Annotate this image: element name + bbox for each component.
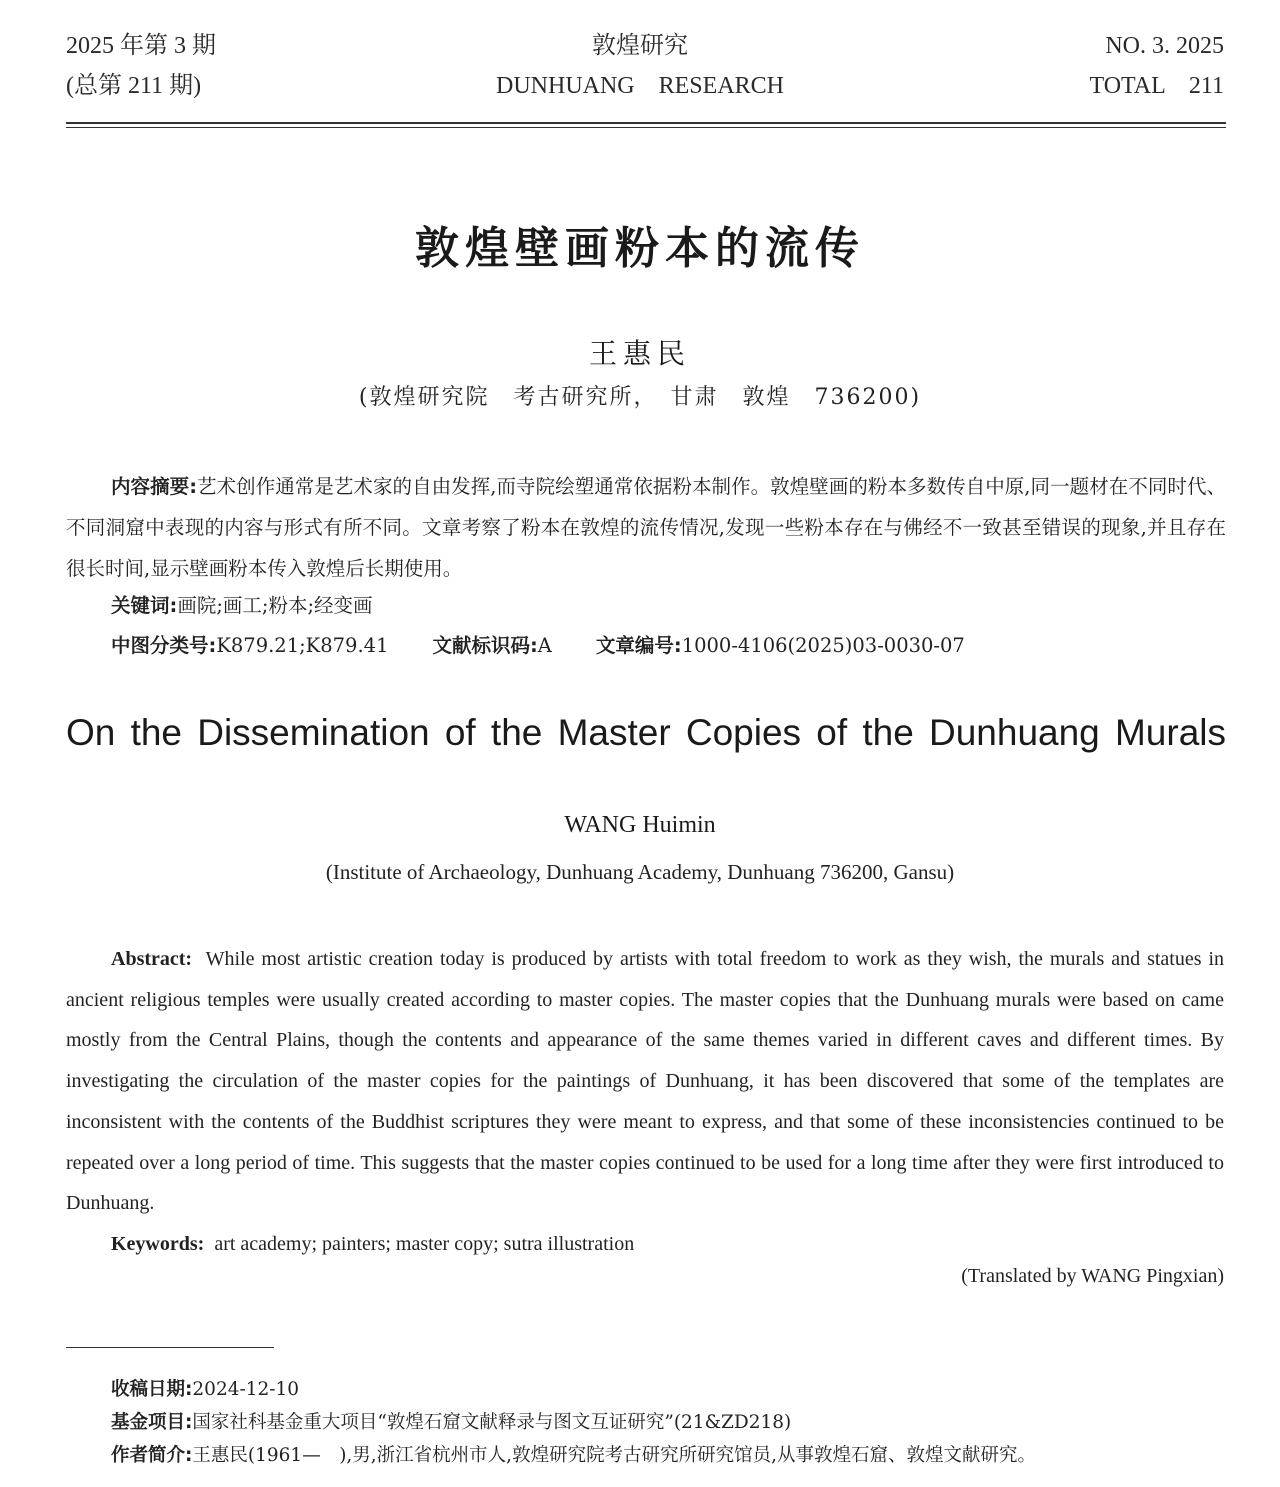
issue-total-english: TOTAL 211 [1089,73,1224,99]
clc-label: 中图分类号: [111,634,217,657]
doc-code-label: 文献标识码: [432,634,538,657]
header-rule-thin [66,127,1226,128]
affiliation-chinese [0,380,1280,411]
issue-total: (总第 211 期) [66,73,202,99]
issue-number: 2025 年第 3 期 [66,33,216,59]
article-number-label: 文章编号: [595,634,682,657]
keywords-label-english: Keywords: [111,1233,205,1255]
clc-value: K879.21;K879.41 [216,634,389,657]
keywords-english [111,1224,1269,1264]
header-rule-thick [66,122,1226,124]
classification-line [111,626,1271,666]
fund-value: 国家社科基金重大项目“敦煌石窟文献释录与图文互证研究”(21&ZD218) [192,1412,792,1433]
footnote-author-bio [111,1438,1036,1474]
bio-value: 王惠民(1961— ),男,浙江省杭州市人,敦煌研究院考古研究所研究馆员,从事敦煌石窟、敦煌文献研究。 [192,1445,1036,1466]
affiliation-english: (Institute of Archaeology, Dunhuang Academy, Dunhuang 736200, Gansu) [325,860,955,884]
keywords-text-chinese: 画院;画工;粉本;经变画 [177,594,373,617]
fund-label: 基金项目: [111,1412,193,1433]
received-label: 收稿日期: [111,1379,193,1400]
footnote-received-date [111,1372,299,1408]
bio-label: 作者简介: [111,1445,193,1466]
article-number-value: 1000-4106(2025)03-0030-07 [681,634,965,657]
article-title-chinese: 敦煌壁画粉本的流传 [415,223,865,274]
footnote-rule [66,1347,274,1348]
author-name-chinese: 王惠民 [588,337,691,370]
keywords-label-chinese: 关键词: [111,594,178,617]
journal-name-english: DUNHUANG RESEARCH [495,73,784,99]
journal-name [0,26,1280,106]
issue-info-english [1089,26,1224,106]
article-title-english: On the Dissemination of the Master Copies of the Dunhuang Murals [66,712,1226,753]
footnote-fund [111,1405,791,1441]
issue-number-english: NO. 3. 2025 [1105,33,1224,59]
affiliation-chinese-text: (敦煌研究院 考古研究所， 甘肃 敦煌 736200) [358,385,922,410]
abstract-label-english: Abstract: [111,948,193,970]
author-name-english: WANG Huimin [564,812,716,838]
doc-code-value: A [537,634,552,657]
abstract-text-chinese: 艺术创作通常是艺术家的自由发挥,而寺院绘塑通常依据粉本制作。敦煌壁画的粉本多数传自中原,同一题材在不同时代、不同洞窟中表现的内容与形式有所不同。文章考察了粉本在敦煌的流传情况,发现一些粉本存在与佛经不一致甚至错误的现象,并且存在很长时间,显示壁画粉本传入敦煌后长期使用。 [66,475,1226,580]
keywords-text-english: art academy; painters; master copy; sutra illustration [214,1233,635,1255]
received-value: 2024-12-10 [192,1379,300,1400]
abstract-text-english: While most artistic creation today is produced by artists with total freedom to work as they wish, the murals and statues in ancient religious temples were usually created according to master copies. The master copies that the Dunhuang murals were based on came mostly from the Central Plains, though the contents and appearance of the same themes varied in different caves and different times. By investigating the circulation of the master copies for the paintings of Dunhuang, it has been discovered that some of the templates are inconsistent with the contents of the Buddhist scriptures they were meant to express, and that some of these inconsistencies continued to be repeated over a long period of time. This suggests that the master copies continued to be used for a long time after they were first introduced to Dunhuang. [66,948,1224,1215]
abstract-chinese [66,466,1226,589]
journal-name-chinese: 敦煌研究 [592,33,688,59]
abstract-label-chinese: 内容摘要: [111,475,197,498]
abstract-english [66,939,1224,1224]
translator-credit: (Translated by WANG Pingxian) [961,1265,1224,1287]
keywords-chinese [111,586,1271,626]
